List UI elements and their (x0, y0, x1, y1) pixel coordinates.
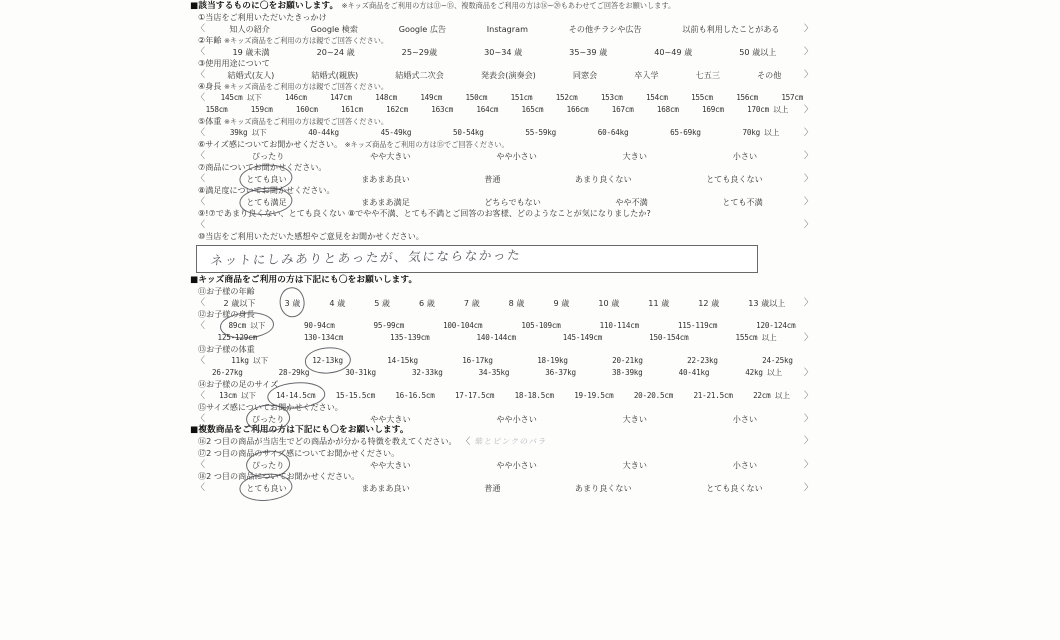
bracket-right: 〉 (803, 197, 813, 207)
option[interactable]: 50 歳以上 (739, 47, 777, 57)
question-15-options (190, 413, 815, 425)
option[interactable]: 20-21kg (612, 356, 643, 365)
question-12-options-row-2 (190, 332, 815, 344)
option[interactable]: 158cm (205, 105, 228, 114)
option[interactable]: やや小さい (496, 151, 537, 161)
option-group (209, 355, 815, 367)
option-selected[interactable]: とても良い (246, 483, 287, 493)
bracket-left: 〈 (196, 483, 206, 493)
option-group (209, 482, 800, 494)
option[interactable]: 166cm (566, 105, 589, 114)
option[interactable]: 147cm (330, 93, 352, 102)
option[interactable]: 14-15kg (387, 356, 418, 365)
question-12-options-row-1 (190, 320, 815, 332)
question-17-options (190, 459, 815, 471)
option[interactable]: 20-20.5cm (633, 391, 674, 400)
question-6-text: ⑥サイズ感についてお聞かせください。 (198, 139, 343, 149)
option[interactable]: 小さい (732, 151, 758, 161)
question-4-note: ※キッズ商品をご利用の方は親でご回答ください。 (224, 82, 389, 91)
option[interactable]: 30-31kg (345, 368, 376, 377)
option[interactable]: 168cm (656, 105, 679, 114)
question-10-label: ⑩当店をご利用いただいた感想やご意見をお聞かせください。 (198, 231, 424, 241)
question-5-text: ⑤体重 (198, 116, 222, 126)
option-group (209, 150, 800, 162)
option[interactable]: 149cm (420, 93, 443, 102)
bracket-left: 〈 (196, 70, 206, 80)
question-6-options (190, 150, 815, 162)
option[interactable]: 164cm (476, 105, 499, 114)
bracket-left: 〈 (196, 220, 206, 230)
bracket-left: 〈 (196, 47, 206, 57)
option[interactable]: 55-59kg (525, 128, 556, 137)
option[interactable]: 70kg 以上 (742, 128, 780, 137)
bracket-left: 〈 (196, 197, 206, 207)
bracket-right: 〉 (803, 298, 813, 308)
option[interactable]: 155cm 以上 (735, 333, 777, 342)
option[interactable]: 65-69kg (670, 128, 701, 137)
question-3-label: ③使用用途について (198, 58, 270, 68)
bracket-left: 〈 (196, 391, 206, 401)
option[interactable]: 11 歳 (648, 298, 670, 308)
option[interactable]: 156cm (736, 93, 759, 102)
section-1-note: ※キッズ商品をご利用の方は⑪~⑮、複数商品をご利用の方は⑯~⑳もあわせてご回答をお願いします。 (341, 1, 676, 10)
option[interactable]: 9 歳 (553, 298, 570, 308)
option[interactable]: 18-19kg (537, 356, 568, 365)
option[interactable]: 160cm (295, 105, 318, 114)
option[interactable]: 159cm (250, 105, 273, 114)
question-17-label: ⑰2 つ目の商品のサイズ感についてお聞かせください。 (198, 448, 400, 458)
option[interactable]: 普通 (484, 174, 501, 184)
option-selected[interactable]: ぴったり (251, 460, 285, 470)
option[interactable]: 157cm (781, 93, 804, 102)
option-selected[interactable]: ぴったり (251, 414, 285, 424)
handwritten-answer: ネットにしみありとあったが、気にならなかった (209, 247, 523, 268)
option-group (209, 459, 800, 471)
section-1-title: ■該当するものに〇をお願いします。 (190, 1, 339, 11)
option-selected[interactable]: とても良い (246, 174, 287, 184)
question-2-text: ②年齢 (198, 35, 222, 45)
bracket-right: 〉 (803, 333, 813, 343)
option[interactable]: 152cm (555, 93, 578, 102)
option[interactable]: その他 (757, 70, 782, 80)
option[interactable]: 28-29kg (278, 368, 310, 377)
question-18-options (190, 482, 815, 494)
option[interactable]: 170cm 以上 (747, 105, 789, 114)
option[interactable]: まあまあ満足 (361, 197, 410, 207)
question-14-label: ⑭お子様の足のサイズ (198, 379, 279, 389)
option[interactable]: とても不満 (722, 197, 763, 207)
question-3-options (190, 69, 815, 81)
bracket-left: 〈 (196, 128, 206, 138)
option[interactable]: どちらでもない (484, 197, 541, 207)
option[interactable]: 大きい (622, 151, 647, 161)
option[interactable]: 135-139cm (390, 333, 430, 342)
option[interactable]: 2 歳以下 (223, 298, 256, 308)
handwritten-answer: 紫とピンクのバラ (474, 437, 548, 446)
question-12-label: ⑫お子様の身長 (198, 309, 255, 319)
option[interactable]: 卒入学 (634, 70, 659, 80)
option[interactable]: 153cm (600, 93, 623, 102)
section-3-heading: ■複数商品をご利用の方は下記にも〇をお願いします。 (190, 425, 409, 435)
bracket-right: 〉 (803, 105, 813, 115)
option[interactable]: 普通 (484, 483, 501, 493)
option[interactable]: 16-17kg (462, 356, 493, 365)
option-group (209, 46, 800, 58)
option[interactable]: やや小さい (496, 414, 537, 424)
bracket-left: 〈 (196, 321, 206, 331)
option[interactable]: 18-18.5cm (514, 391, 554, 400)
option[interactable]: 大きい (622, 414, 647, 424)
option[interactable]: 同窓会 (572, 70, 598, 80)
question-9-label: ⑨!⑦であまり良くない、とても良くない ⑧でやや不満、とても不満とご回答のお客様、どのようなことが気になりましたか? (198, 208, 651, 218)
option[interactable]: 39kg 以下 (229, 128, 267, 137)
bracket-right: 〉 (803, 47, 813, 57)
bracket-left: 〈 (196, 298, 206, 308)
survey-form-body (190, 0, 815, 640)
question-4-label (190, 81, 815, 92)
option[interactable]: 4 歳 (329, 298, 346, 308)
question-2-label (190, 35, 815, 46)
option[interactable]: 13 歳以上 (748, 298, 786, 308)
question-5-label (190, 116, 815, 127)
question-15-label: ⑮サイズ感についてお聞かせください。 (198, 402, 343, 412)
bracket-right: 〉 (803, 128, 813, 138)
option[interactable]: 40-44kg (308, 128, 339, 137)
question-6-note: ※キッズ商品をご利用の方は⑮でご回答ください。 (344, 140, 509, 149)
option[interactable]: 26-27kg (212, 368, 243, 377)
option[interactable]: 150cm (465, 93, 488, 102)
option[interactable]: 19-19.5cm (574, 391, 614, 400)
option[interactable]: Google 広告 (398, 24, 447, 34)
option[interactable]: 145cm 以下 (220, 93, 262, 102)
bracket-right: 〉 (803, 414, 813, 424)
option[interactable]: 16-16.5cm (395, 391, 435, 400)
option[interactable]: やや大きい (370, 414, 411, 424)
section-2-heading: ■キッズ商品をご利用の方は下記にも〇をお願いします。 (190, 275, 418, 285)
option-group (194, 367, 800, 379)
bracket-right: 〉 (803, 368, 813, 378)
option[interactable]: 5 歳 (374, 298, 391, 308)
option[interactable]: やや大きい (370, 151, 411, 161)
option[interactable]: 知人の紹介 (229, 24, 270, 34)
option[interactable]: 161cm (341, 105, 363, 114)
question-11-label: ⑪お子様の年齢 (198, 286, 255, 296)
question-4-text: ④身長 (198, 81, 222, 91)
bracket-left: 〈 (196, 460, 206, 470)
option[interactable]: 22cm 以上 (753, 391, 790, 400)
option[interactable]: 小さい (732, 460, 758, 470)
option-group (209, 320, 815, 332)
option[interactable]: 22-23kg (687, 356, 718, 365)
bracket-left: 〈 (196, 151, 206, 161)
option[interactable]: 6 歳 (419, 298, 435, 308)
question-13-label: ⑬お子様の体重 (198, 344, 255, 354)
question-16-row (190, 436, 815, 448)
option[interactable]: 32-33kg (411, 368, 443, 377)
option-group (209, 196, 800, 208)
bracket-right: 〉 (803, 151, 813, 161)
option-selected[interactable]: 14-14.5cm (276, 391, 316, 400)
bracket-right: 〉 (803, 174, 813, 184)
option[interactable]: 34-35kg (478, 368, 510, 377)
option[interactable]: やや小さい (496, 460, 537, 470)
question-4-options-row-2 (190, 104, 815, 116)
option[interactable]: 8 歳 (508, 298, 525, 308)
option[interactable]: 11kg 以下 (231, 356, 268, 365)
option-group (194, 104, 800, 116)
option[interactable]: 40~49 歳 (654, 47, 693, 57)
bracket-left: 〈 (196, 356, 206, 366)
option-selected[interactable]: 12-13kg (312, 356, 343, 365)
option[interactable]: まあまあ良い (361, 483, 410, 493)
option-group (209, 127, 800, 139)
bracket-right: 〉 (803, 436, 813, 446)
option[interactable]: 167cm (611, 105, 634, 114)
option[interactable]: やや不満 (615, 197, 648, 207)
option-group (209, 297, 800, 309)
option-group (209, 413, 800, 425)
section-1-heading (190, 0, 815, 12)
option[interactable]: 結婚式二次会 (395, 70, 444, 80)
bracket-left: 〈 (196, 414, 206, 424)
option[interactable]: 50-54kg (453, 128, 484, 137)
option[interactable]: まあまあ良い (361, 174, 410, 184)
option-selected[interactable]: 89cm 以下 (228, 321, 266, 330)
option[interactable]: 結婚式(友人) (227, 70, 275, 80)
option[interactable]: 150-154cm (649, 333, 689, 342)
option[interactable]: やや大きい (370, 460, 411, 470)
option-group (209, 390, 800, 402)
option[interactable]: 125-129cm (217, 333, 257, 342)
option[interactable]: 25~29歳 (401, 47, 438, 57)
option[interactable]: 小さい (732, 414, 758, 424)
option[interactable]: Google 検索 (310, 24, 358, 34)
option[interactable]: 結婚式(親族) (311, 70, 359, 80)
option[interactable]: 38-39kg (611, 368, 643, 377)
option-group (209, 173, 800, 185)
question-13-options-row-2 (190, 367, 815, 379)
option[interactable]: 42kg 以上 (745, 368, 782, 377)
bracket-left: 〈 (461, 437, 471, 447)
option-group (194, 332, 800, 344)
option[interactable]: 115-119cm (677, 321, 718, 330)
bracket-right: 〉 (803, 391, 813, 401)
question-11-options (190, 297, 815, 309)
bracket-right: 〉 (803, 24, 813, 34)
option[interactable]: 162cm (386, 105, 408, 114)
question-2-note: ※キッズ商品をご利用の方は親でご回答ください。 (224, 36, 389, 45)
option[interactable]: 130-134cm (303, 333, 344, 342)
question-16-label: ⑯2 つ目の商品が当店生でどの商品かが分かる特徴を教えてください。 (198, 436, 457, 446)
option[interactable]: 120-124cm (756, 321, 796, 330)
question-7-label: ⑦商品についてお聞かせください。 (198, 162, 327, 172)
question-7-options (190, 173, 815, 185)
option[interactable]: 24-25kg (762, 356, 793, 365)
option[interactable]: 7 歳 (463, 298, 480, 308)
option[interactable]: 90-94cm (304, 321, 335, 330)
question-2-options (190, 46, 815, 58)
option[interactable]: 36-37kg (545, 368, 576, 377)
option[interactable]: 145-149cm (562, 333, 603, 342)
bracket-right: 〉 (803, 483, 813, 493)
option-selected[interactable]: とても満足 (246, 197, 287, 207)
question-6-label (190, 139, 815, 150)
option[interactable]: 60-64kg (597, 128, 629, 137)
option-group (209, 23, 800, 35)
bracket-right: 〉 (803, 220, 813, 230)
option[interactable]: 以前も利用したことがある (682, 24, 780, 34)
option[interactable]: 110-114cm (599, 321, 639, 330)
question-9-answer-row[interactable] (190, 219, 815, 231)
option[interactable]: 155cm (691, 93, 713, 102)
option[interactable]: 100-104cm (443, 321, 483, 330)
question-13-options-row-1 (190, 355, 815, 367)
option[interactable]: 140-144cm (476, 333, 516, 342)
option[interactable]: 七五三 (695, 70, 720, 80)
option[interactable]: その他チラシや広告 (568, 24, 642, 34)
option[interactable]: 10 歳 (598, 298, 620, 308)
question-5-options (190, 127, 815, 139)
option[interactable]: とても良くない (706, 174, 763, 184)
option[interactable]: 20~24 歳 (316, 47, 355, 57)
option[interactable]: 15-15.5cm (335, 391, 376, 400)
option[interactable]: 35~39 歳 (569, 47, 608, 57)
question-1-label: ①当店をご利用いただいたきっかけ (198, 12, 327, 22)
option[interactable]: 30~34 歳 (484, 47, 523, 57)
option-group (209, 92, 815, 104)
bracket-left: 〈 (196, 24, 206, 34)
option[interactable]: 148cm (375, 93, 398, 102)
question-14-options (190, 390, 815, 402)
option[interactable]: 12 歳 (698, 298, 720, 308)
option[interactable]: ぴったり (251, 151, 285, 161)
bracket-right: 〉 (803, 70, 813, 80)
option[interactable]: 169cm (702, 105, 724, 114)
question-8-options (190, 196, 815, 208)
option[interactable]: 146cm (284, 93, 307, 102)
question-18-label: ⑱2 つ目の商品についてお聞かせください。 (198, 471, 360, 481)
option[interactable]: あまり良くない (574, 483, 632, 493)
option[interactable]: とても良くない (706, 483, 763, 493)
option[interactable]: 45-49kg (380, 128, 412, 137)
question-8-label: ⑧満足度についてお聞かせください。 (198, 185, 335, 195)
option[interactable]: 大きい (622, 460, 647, 470)
option[interactable]: 163cm (431, 105, 454, 114)
option[interactable]: 19 歳未満 (232, 47, 270, 57)
bracket-right: 〉 (803, 460, 813, 470)
option[interactable]: 13cm 以下 (219, 391, 256, 400)
option-group (209, 69, 800, 81)
option[interactable]: 154cm (645, 93, 668, 102)
bracket-left: 〈 (196, 174, 206, 184)
option[interactable]: 151cm (510, 93, 533, 102)
question-10-answer-box[interactable] (196, 245, 758, 273)
option[interactable]: 発表会(演奏会) (480, 70, 536, 80)
question-4-options-row-1 (190, 92, 815, 104)
option[interactable]: 17-17.5cm (454, 391, 495, 400)
option[interactable]: Instagram (486, 24, 528, 34)
option[interactable]: 21-21.5cm (693, 391, 733, 400)
option[interactable]: 165cm (521, 105, 544, 114)
option[interactable]: 40-41kg (678, 368, 710, 377)
option-selected[interactable]: 3 歳 (284, 298, 301, 308)
option[interactable]: 105-109cm (521, 321, 561, 330)
option[interactable]: 95-99cm (373, 321, 405, 330)
option[interactable]: あまり良くない (574, 174, 632, 184)
question-5-note: ※キッズ商品をご利用の方は親でご回答ください。 (224, 117, 389, 126)
question-1-options (190, 23, 815, 35)
bracket-left: 〈 (196, 93, 206, 103)
